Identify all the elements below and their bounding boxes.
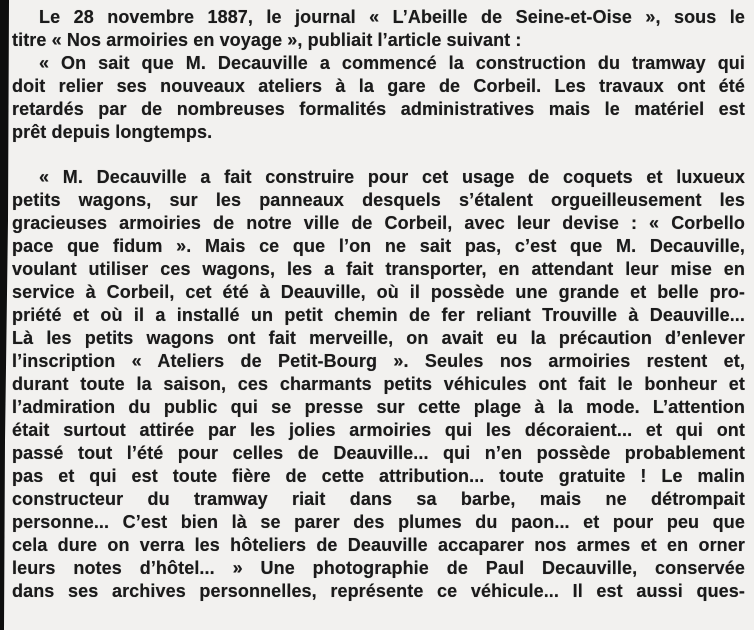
text-line: priété et où il a installé un petit chemin de fer reliant Trouville à Deauville... (12, 305, 745, 325)
text-line: doit relier ses nouveaux ateliers à la gare de Corbeil. Les travaux ont été (12, 76, 745, 96)
text-line: cela dure on verra les hôteliers de Deauville accaparer nos armes et en orner (12, 535, 745, 555)
scan-gutter-bar (0, 0, 10, 630)
paragraph (12, 6, 745, 52)
text-line: « On sait que M. Decauville a commencé la construction du tramway qui (39, 53, 745, 73)
text-line: petits wagons, sur les panneaux desquels s’étalent orgueilleusement les (12, 190, 745, 210)
text-line: pace que fidum ». Mais ce que l’on ne sait pas, c’est que M. Decauville, (12, 236, 745, 256)
paragraph (12, 52, 745, 144)
paragraph (12, 166, 745, 603)
text-line: constructeur du tramway riait dans sa barbe, mais ne détrompait (12, 489, 745, 509)
text-line: l’admiration du public qui se presse sur cette plage à la mode. L’attention (12, 397, 745, 417)
text-line: voulant utiliser ces wagons, les a fait transporter, en attendant leur mise en (12, 259, 745, 279)
text-line: dans ses archives personnelles, représente ce véhicule... Il est aussi ques- (12, 581, 745, 601)
text-line: « M. Decauville a fait construire pour cet usage de coquets et luxueux (39, 167, 745, 187)
text-line: prêt depuis longtemps. (12, 122, 213, 142)
text-line: était surtout attirée par les jolies armoiries qui les décoraient... et qui ont (12, 420, 745, 440)
text-line: passé tout l’été pour celles de Deauville... qui n’en possède probablement (12, 443, 745, 463)
text-line: retardés par de nombreuses formalités administratives mais le matériel est (12, 99, 745, 119)
text-line: gracieuses armoiries de notre ville de Corbeil, avec leur devise : « Corbello (12, 213, 745, 233)
text-line: Là les petits wagons ont fait merveille, on avait eu la précaution d’enlever (12, 328, 745, 348)
text-line: durant toute la saison, ces charmants petits véhicules ont fait le bonheur et (12, 374, 745, 394)
text-line: l’inscription « Ateliers de Petit-Bourg ». Seules nos armoiries restent et, (12, 351, 745, 371)
text-line: service à Corbeil, cet été à Deauville, où il possède une grande et belle pro- (12, 282, 745, 302)
text-line: personne... C’est bien là se parer des plumes du paon... et pour peu que (12, 512, 745, 532)
text-line: Le 28 novembre 1887, le journal « L’Abeille de Seine-et-Oise », sous le (39, 7, 745, 27)
text-line: pas et qui est toute fière de cette attribution... toute gratuite ! Le malin (12, 466, 745, 486)
text-line: titre « Nos armoiries en voyage », publiait l’article suivant : (12, 30, 522, 50)
text-line: leurs notes d’hôtel... » Une photographie de Paul Decauville, conservée (12, 558, 745, 578)
article-text (12, 6, 745, 603)
